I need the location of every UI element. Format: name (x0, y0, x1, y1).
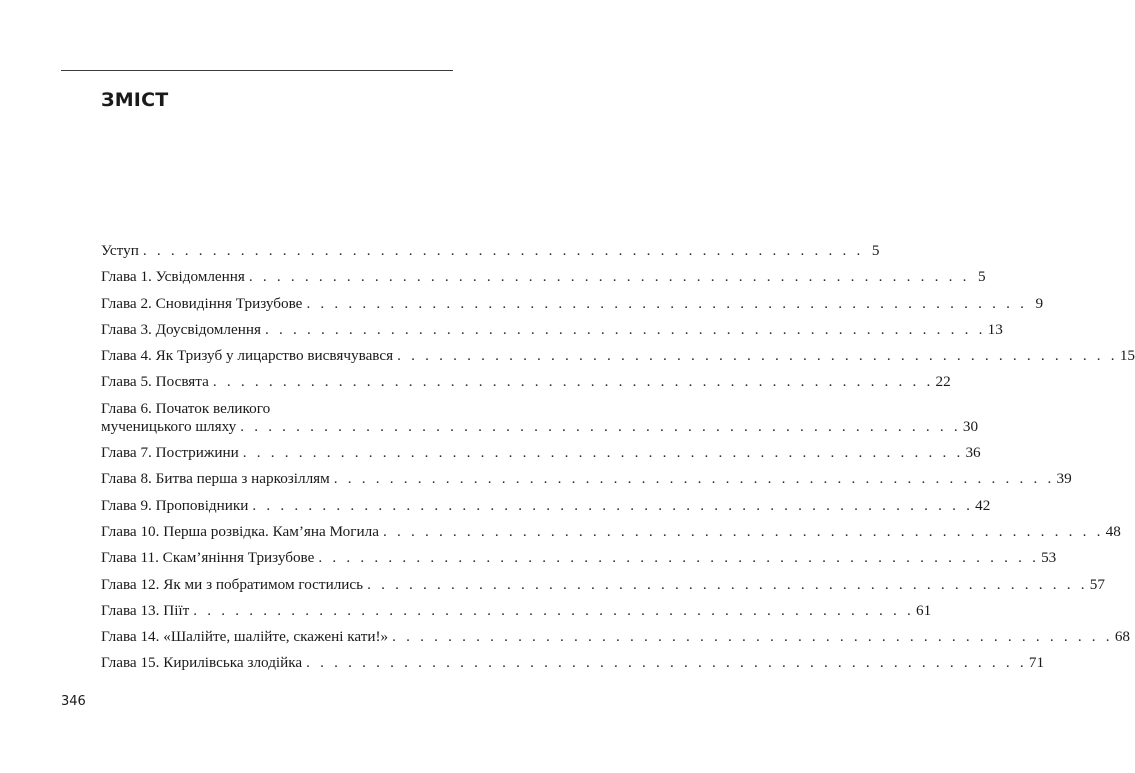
page-number: 346 (61, 694, 86, 709)
toc-entry (101, 628, 1130, 646)
dot-leader: . . . . . . . . . . . . . . . . . . . . . . . . . . . . . . . . . . . . . . . . . . . . . . . . . . . . (240, 417, 961, 435)
toc-entry-title: Глава 1. Усвідомлення (101, 268, 245, 286)
toc-entry-title: Глава 8. Битва перша з наркозіллям (101, 470, 330, 488)
dot-leader: . . . . . . . . . . . . . . . . . . . . . . . . . . . . . . . . . . . . . . . . . . . . . . . . . . . . (248, 268, 970, 286)
toc-entry-page: 39 (1056, 470, 1072, 488)
toc-entry-title: Уступ (101, 242, 139, 259)
toc-entry-page: 57 (1089, 575, 1105, 593)
dot-leader: . . . . . . . . . . . . . . . . . . . . . . . . . . . . . . . . . . . . . . . . . . . . . . . . . . . . (382, 522, 1104, 540)
dot-leader: . . . . . . . . . . . . . . . . . . . . . . . . . . . . . . . . . . . . . . . . . . . . . . . . . . . . (306, 294, 1028, 312)
toc-entry-title: Глава 4. Як Тризуб у лицарство висвячувався (101, 347, 394, 365)
toc-entry-title: Глава 14. «Шалійте, шалійте, скажені кати!» (101, 628, 389, 646)
toc-entry-title-line1: Глава 6. Початок великого (101, 399, 271, 417)
toc-entry-title: Глава 13. Піїт (101, 601, 190, 619)
toc-entry-title: Глава 7. Пострижини (101, 444, 239, 462)
toc-entry-page: 30 (962, 417, 979, 435)
toc-entry-title: Глава 9. Проповідники (101, 496, 249, 514)
toc-entry-page: 5 (871, 242, 880, 259)
dot-leader: . . . . . . . . . . . . . . . . . . . . . . . . . . . . . . . . . . . . . . . . . . . . . . . . . . . . (392, 628, 1113, 646)
toc-entry-title: Глава 5. Посвята (101, 373, 209, 391)
toc-entry-page: 42 (975, 496, 991, 514)
toc-entry (101, 242, 880, 260)
toc-entry-title: Глава 15. Кирилівська злодійка (101, 654, 303, 672)
toc-entry-page: 22 (935, 373, 951, 391)
toc-entry (101, 575, 1105, 594)
toc-entry-title: Глава 10. Перша розвідка. Кам’яна Могила (101, 522, 379, 540)
toc-entry (101, 601, 932, 620)
dot-leader: . . . . . . . . . . . . . . . . . . . . . . . . . . . . . . . . . . . . . . . . . . . . . . . . . . . . (333, 470, 1055, 488)
toc-entry-page: 48 (1105, 522, 1121, 540)
toc-entry (101, 549, 1057, 567)
toc-entry-title: Глава 3. Доусвідомлення (101, 320, 261, 338)
toc-entry (101, 320, 1003, 339)
toc-entry (101, 470, 1072, 488)
dot-leader: . . . . . . . . . . . . . . . . . . . . . . . . . . . . . . . . . . . . . . . . . . . . . . . . . . . . (264, 320, 986, 338)
top-rule (61, 70, 453, 71)
dot-leader: . . . . . . . . . . . . . . . . . . . . . . . . . . . . . . . . . . . . . . . . . . . . . . . . . . . . (367, 575, 1088, 593)
table-of-contents (101, 242, 1135, 681)
toc-entry (101, 522, 1121, 541)
toc-entry-page: 68 (1114, 628, 1130, 646)
toc-entry (101, 654, 1045, 672)
dot-leader: . . . . . . . . . . . . . . . . . . . . . . . . . . . . . . . . . . . . . . . . . . . . . . . . . . . . (193, 601, 914, 619)
toc-entry (101, 268, 986, 286)
toc-entry-page: 9 (1035, 294, 1044, 312)
toc-entry (101, 496, 991, 515)
dot-leader: . . . . . . . . . . . . . . . . . . . . . . . . . . . . . . . . . . . . . . . . . . . . . . . . . . . . (212, 373, 934, 391)
toc-entry (101, 347, 1135, 365)
dot-leader: . . . . . . . . . . . . . . . . . . . . . . . . . . . . . . . . . . . . . . . . . . . . . . . . . . . . (142, 242, 864, 259)
toc-entry (101, 294, 1044, 313)
toc-entry-page: 13 (987, 320, 1003, 338)
toc-entry (101, 399, 979, 436)
toc-entry-title: Глава 12. Як ми з побратимом гостились (101, 575, 364, 593)
toc-entry (101, 444, 981, 462)
toc-entry-title: Глава 11. Скам’яніння Тризубове (101, 549, 315, 567)
toc-entry-page: 61 (915, 601, 932, 619)
page-title: ЗМІСТ (101, 89, 169, 111)
toc-entry-page: 71 (1028, 654, 1045, 672)
dot-leader: . . . . . . . . . . . . . . . . . . . . . . . . . . . . . . . . . . . . . . . . . . . . . . . . . . . . (318, 549, 1040, 567)
toc-entry-page: 5 (978, 268, 986, 286)
toc-entry-page: 15 (1119, 347, 1135, 365)
toc-entry-title: Глава 2. Сновидіння Тризубове (101, 294, 303, 312)
toc-entry-page: 36 (965, 444, 981, 462)
toc-entry-page: 53 (1041, 549, 1057, 567)
dot-leader: . . . . . . . . . . . . . . . . . . . . . . . . . . . . . . . . . . . . . . . . . . . . . . . . . . . . (252, 496, 974, 514)
dot-leader: . . . . . . . . . . . . . . . . . . . . . . . . . . . . . . . . . . . . . . . . . . . . . . . . . . . . (397, 347, 1118, 365)
dot-leader: . . . . . . . . . . . . . . . . . . . . . . . . . . . . . . . . . . . . . . . . . . . . . . . . . . . . (306, 654, 1027, 672)
toc-entry-title-line2: мученицького шляху (101, 417, 237, 435)
toc-entry (101, 373, 951, 391)
dot-leader: . . . . . . . . . . . . . . . . . . . . . . . . . . . . . . . . . . . . . . . . . . . . . . . . . . . . (242, 444, 964, 462)
